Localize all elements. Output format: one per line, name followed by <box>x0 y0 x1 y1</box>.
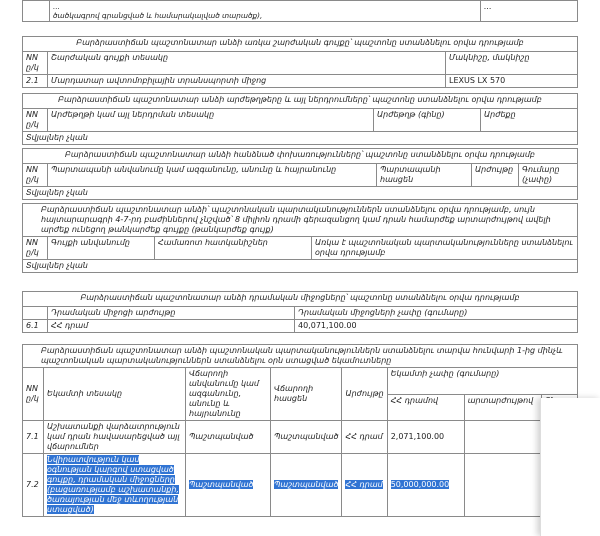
loans-header: Բարձրաստիճան պաշտոնատար անձի հանձնած փոխառությունները՝ պաշտոնը ստանձնելու օրվա դրությամբ <box>23 149 578 164</box>
table-row <box>23 454 578 517</box>
securities-header: Բարձրաստիճան պաշտոնատար անձի արժեթղթերը և այլ ներդրումները՝ պաշտոնը ստանձնելու օրվա դրությամբ <box>23 94 578 109</box>
vehicles-row-nn: 2.1 <box>23 75 48 88</box>
income-row2-foreign <box>464 454 541 517</box>
table-row <box>23 320 578 333</box>
income-col-address: Վճարողի հասցեն <box>271 368 342 421</box>
income-row2-payer[interactable]: Պաշտպանված <box>189 480 254 489</box>
vehicles-col-nn: NN ը/կ <box>23 52 48 75</box>
valuables-header: Բարձրաստիճան պաշտոնատար անձի՝ պաշտոնական պարտականություններն ստանձնելու օրվա դրությամբ, սույն հայտարարագրի 4-7-րդ բաժիններով չնշված՝ 8 միլիոն դրամի գերազանցող կամ դրան համարժեք արտարժույթով ավելի արժեք ունեցող թանկարժեք գույքը (թանկարժեք գույք) <box>23 204 578 237</box>
income-row1-foreign <box>464 421 541 454</box>
income-row2-address[interactable]: Պաշտպանված <box>274 480 339 489</box>
valuables-section <box>22 203 578 273</box>
income-row2-type[interactable]: Նվիրատվություն կամ օգնության կարգով ստացված գույքը, դրամական միջոցները (բացառությամբ աշխատանքի, ծառայության մեջ տևողության ստացված) <box>47 455 179 514</box>
valuables-col-nn: NN ը/կ <box>23 237 48 260</box>
cash-header: Բարձրաստիճան պաշտոնատար անձի դրամական միջոցները՝ պաշտոնը ստանձնելու օրվա դրությամբ <box>23 292 578 307</box>
valuables-col-feature: Համառոտ հատկանիշներ <box>155 237 312 260</box>
income-col-type: Եկամտի տեսակը <box>44 368 186 421</box>
income-row2-currency[interactable]: ՀՀ դրամ <box>345 480 383 489</box>
top-fragment-right: ... <box>481 1 578 22</box>
income-header: Բարձրաստիճան պաշտոնատար անձի պաշտոնական պարտականություններն ստանձնելու տարվա հունվարի 1-ից մինչև պաշտոնական պարտականություններն ստանձնելու օրն ստացված եկամուտները <box>23 345 578 368</box>
income-row1-type: Աշխատանքի վարձատրություն կամ դրան հավասարեցված այլ վճարումներ <box>44 421 186 454</box>
vehicles-section <box>22 36 578 88</box>
cash-row-currency: ՀՀ դրամ <box>48 320 295 333</box>
overlay-panel <box>540 398 600 536</box>
securities-section <box>22 93 578 145</box>
income-row1-amd: 2,071,100.00 <box>387 421 464 454</box>
income-row2-nn: 7.2 <box>23 454 44 517</box>
top-fragment-line1: ... <box>53 2 60 11</box>
loans-empty: Տվյալներ չկան <box>23 187 578 200</box>
income-col-amd: ՀՀ դրամով <box>387 394 464 421</box>
income-row1-address: Պաշտպանված <box>271 421 342 454</box>
income-col-foreign: արտարժույթով <box>464 394 541 421</box>
top-fragment-line2: ծածկագրով գրանցված և համարակալված տարածք), <box>53 11 263 21</box>
income-section <box>22 344 578 517</box>
loans-col-nn: NN ը/կ <box>23 164 48 187</box>
vehicles-header: Բարձրաստիճան պաշտոնատար անձի առկա շարժական գույքը՝ պաշտոնը ստանձնելու օրվա դրությամբ <box>23 37 578 52</box>
table-row <box>23 421 578 454</box>
loans-section <box>22 148 578 200</box>
table-row <box>23 75 578 88</box>
securities-col-type: Արժեթղթի կամ այլ ներդրման տեսակը <box>48 109 374 132</box>
vehicles-col-model: Մակնիշը, մակնիշը <box>446 52 578 75</box>
income-row2-type-cell <box>44 454 186 517</box>
securities-col-nn: NN ը/կ <box>23 109 48 132</box>
securities-empty: Տվյալներ չկան <box>23 132 578 145</box>
income-col-currency: Արժույթը <box>342 368 387 421</box>
top-fragment <box>22 0 578 22</box>
cash-row-nn: 6.1 <box>23 320 48 333</box>
vehicles-row-type: Մարդատար ավտոմոբիլային տրանսպորտի միջոց <box>48 75 446 88</box>
income-row1-currency: ՀՀ դրամ <box>342 421 387 454</box>
securities-col-value: Արժեքը <box>481 109 578 132</box>
income-row2-amd[interactable]: 50,000,000.00 <box>390 480 450 489</box>
valuables-empty: Տվյալներ չկան <box>23 260 578 273</box>
cash-row-amount: 40,071,100.00 <box>295 320 578 333</box>
loans-col-amount: Գումարը (չափը) <box>519 164 578 187</box>
cash-col-currency: Դրամական միջոցի արժույթը <box>48 307 295 320</box>
income-col-payer: Վճարողի անվանումը կամ ազգանունը, անունը և հայրանունը <box>186 368 271 421</box>
cash-col-amount: Դրամական միջոցների չափը (գումարը) <box>295 307 578 320</box>
securities-col-issuer: Արժեթղթ (գինը) <box>374 109 481 132</box>
valuables-col-name: Գույքի անվանումը <box>48 237 155 260</box>
loans-col-address: Պարտապանի հասցեն <box>377 164 472 187</box>
income-row1-payer: Պաշտպանված <box>186 421 271 454</box>
income-col-nn: NN ը/կ <box>23 368 44 421</box>
valuables-col-value: Առկա է պաշտոնական պարտականությունները ստանձնելու օրվա դրությամբ <box>312 237 578 260</box>
loans-col-currency: Արժույթը <box>472 164 519 187</box>
income-col-amount-group: Եկամտի չափը (գումարը) <box>387 368 577 395</box>
income-row1-nn: 7.1 <box>23 421 44 454</box>
cash-section <box>22 291 578 333</box>
loans-col-name: Պարտապանի անվանումը կամ ազգանունը, անունը և հայրանունը <box>48 164 377 187</box>
vehicles-col-type: Շարժական գույքի տեսակը <box>48 52 446 75</box>
vehicles-row-model: LEXUS LX 570 <box>446 75 578 88</box>
